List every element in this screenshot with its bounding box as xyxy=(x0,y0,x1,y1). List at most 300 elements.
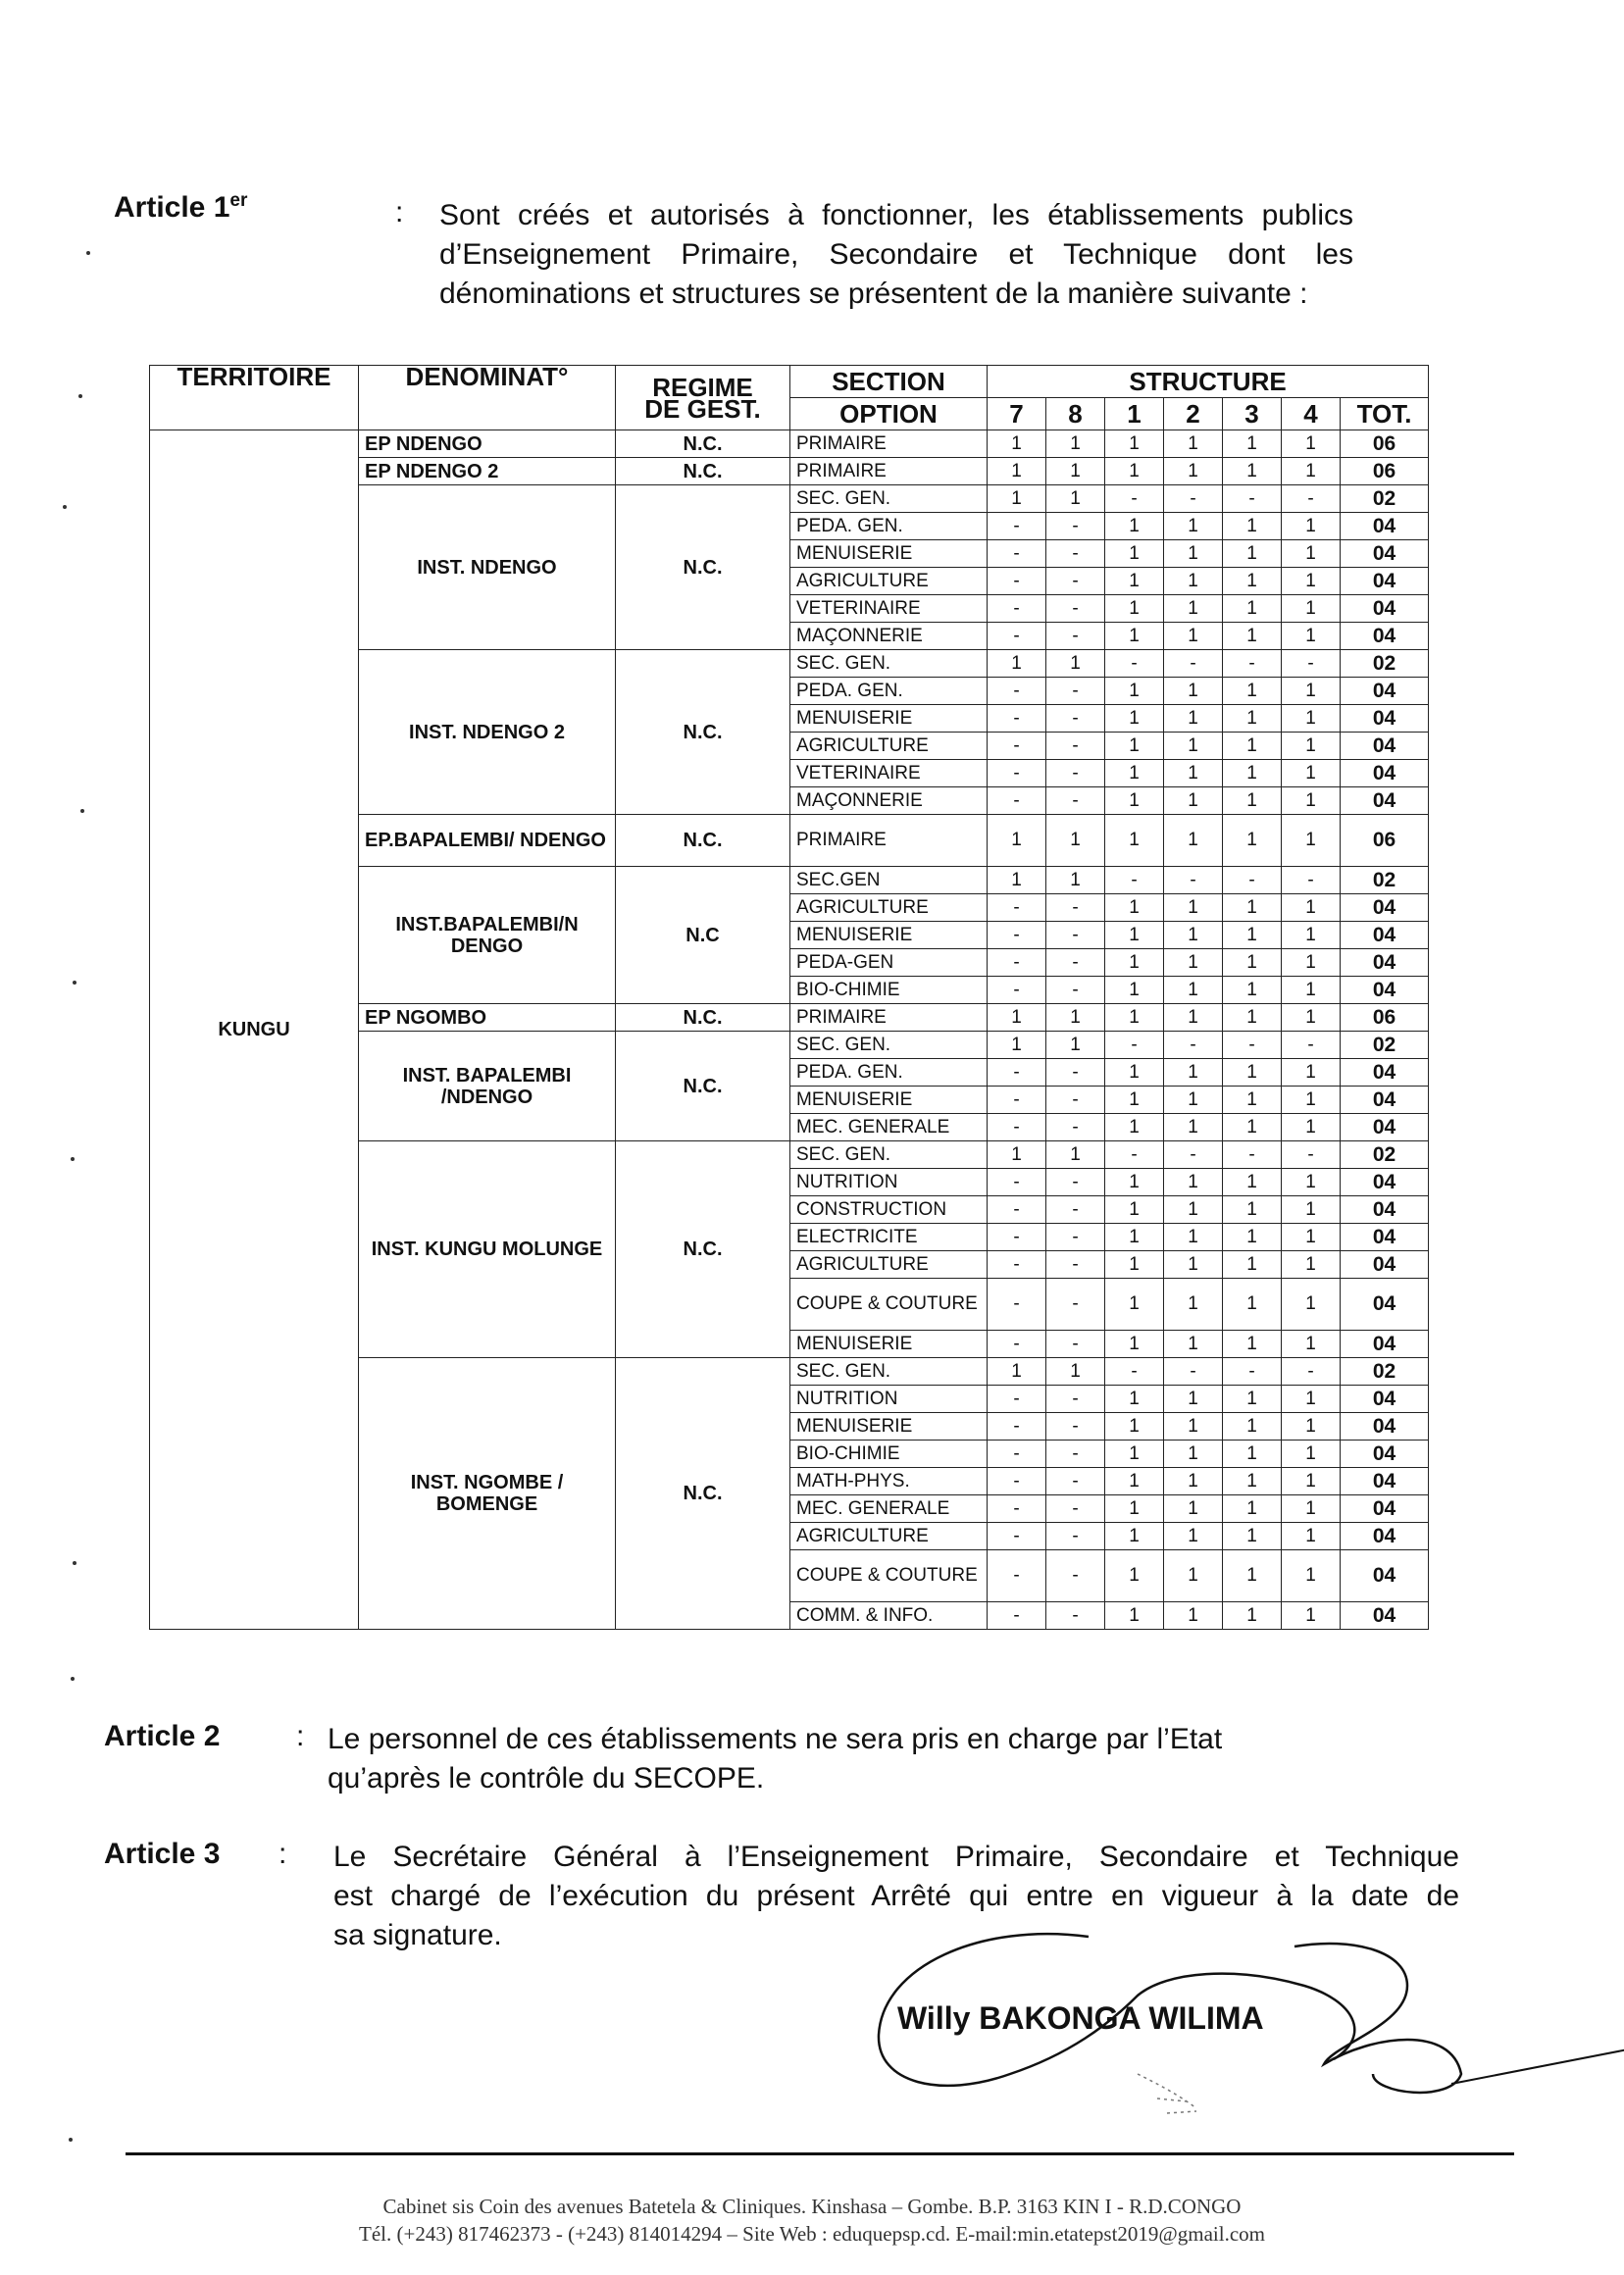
option-cell: CONSTRUCTION xyxy=(790,1196,988,1224)
total-cell: 04 xyxy=(1341,760,1429,787)
class-count-cell: - xyxy=(988,922,1046,949)
total-cell: 04 xyxy=(1341,894,1429,922)
class-count-cell: 1 xyxy=(1164,1441,1223,1468)
class-count-cell: 1 xyxy=(1282,1251,1341,1279)
class-count-cell: 1 xyxy=(1164,430,1223,458)
class-count-cell: 1 xyxy=(1105,894,1164,922)
class-count-cell: 1 xyxy=(1282,1279,1341,1331)
class-count-cell: - xyxy=(988,1087,1046,1114)
class-count-cell: 1 xyxy=(1223,568,1282,595)
class-count-cell: 1 xyxy=(988,458,1046,485)
class-count-cell: - xyxy=(1105,485,1164,513)
total-cell: 04 xyxy=(1341,540,1429,568)
class-count-cell: 1 xyxy=(1223,540,1282,568)
class-count-cell: 1 xyxy=(1164,1196,1223,1224)
class-count-cell: 1 xyxy=(1105,1602,1164,1630)
article-2-colon: : xyxy=(296,1720,305,1752)
class-count-cell: 1 xyxy=(1223,705,1282,733)
option-cell: ELECTRICITE xyxy=(790,1224,988,1251)
denomination-cell: INST. NDENGO xyxy=(359,485,616,650)
header-regime-line2: DE GEST. xyxy=(644,393,761,424)
class-count-cell: - xyxy=(1046,1602,1105,1630)
class-count-cell: 1 xyxy=(1282,787,1341,815)
regime-cell: N.C. xyxy=(616,485,790,650)
class-count-cell: - xyxy=(1046,922,1105,949)
header-class: 8 xyxy=(1046,398,1105,430)
option-cell: MENUISERIE xyxy=(790,1331,988,1358)
article-1-line: Sont créés et autorisés à fonctionner, les établissements publics xyxy=(439,199,1353,231)
option-cell: COMM. & INFO. xyxy=(790,1602,988,1630)
class-count-cell: 1 xyxy=(1223,1169,1282,1196)
class-count-cell: 1 xyxy=(1164,1602,1223,1630)
class-count-cell: 1 xyxy=(988,1141,1046,1169)
class-count-cell: 1 xyxy=(1282,1495,1341,1523)
class-count-cell: 1 xyxy=(1223,1602,1282,1630)
denomination-cell: EP NDENGO xyxy=(359,430,616,458)
total-cell: 06 xyxy=(1341,815,1429,867)
class-count-cell: 1 xyxy=(1164,787,1223,815)
option-cell: SEC. GEN. xyxy=(790,485,988,513)
denomination-cell: INST. KUNGU MOLUNGE xyxy=(359,1141,616,1358)
regime-cell: N.C. xyxy=(616,1358,790,1630)
option-cell: COUPE & COUTURE xyxy=(790,1279,988,1331)
class-count-cell: 1 xyxy=(1223,977,1282,1004)
class-count-cell: - xyxy=(1046,733,1105,760)
denomination-cell: EP NDENGO 2 xyxy=(359,458,616,485)
class-count-cell: - xyxy=(1046,568,1105,595)
class-count-cell: - xyxy=(988,1413,1046,1441)
class-count-cell: 1 xyxy=(1223,595,1282,623)
header-class: 7 xyxy=(988,398,1046,430)
class-count-cell: 1 xyxy=(988,430,1046,458)
class-count-cell: - xyxy=(1046,977,1105,1004)
class-count-cell: - xyxy=(988,1523,1046,1550)
class-count-cell: 1 xyxy=(1282,1196,1341,1224)
total-cell: 04 xyxy=(1341,1468,1429,1495)
total-cell: 02 xyxy=(1341,1032,1429,1059)
class-count-cell: 1 xyxy=(1282,1413,1341,1441)
option-cell: PEDA. GEN. xyxy=(790,678,988,705)
class-count-cell: 1 xyxy=(1105,949,1164,977)
class-count-cell: 1 xyxy=(1282,949,1341,977)
class-count-cell: 1 xyxy=(1105,1386,1164,1413)
class-count-cell: 1 xyxy=(1046,485,1105,513)
margin-speck xyxy=(73,1561,76,1565)
class-count-cell: 1 xyxy=(988,815,1046,867)
class-count-cell: 1 xyxy=(1105,1413,1164,1441)
header-territoire: TERRITOIRE xyxy=(150,366,359,430)
class-count-cell: - xyxy=(1046,949,1105,977)
option-cell: AGRICULTURE xyxy=(790,1523,988,1550)
class-count-cell: 1 xyxy=(1223,1468,1282,1495)
option-cell: MAÇONNERIE xyxy=(790,623,988,650)
margin-speck xyxy=(78,394,82,398)
class-count-cell: - xyxy=(1164,1032,1223,1059)
total-cell: 04 xyxy=(1341,1224,1429,1251)
class-count-cell: 1 xyxy=(1046,1141,1105,1169)
class-count-cell: - xyxy=(1046,787,1105,815)
total-cell: 04 xyxy=(1341,787,1429,815)
class-count-cell: 1 xyxy=(1223,1279,1282,1331)
class-count-cell: 1 xyxy=(1223,949,1282,977)
article-2-text xyxy=(328,1720,1357,1798)
class-count-cell: 1 xyxy=(1223,1087,1282,1114)
class-count-cell: - xyxy=(1046,1413,1105,1441)
class-count-cell: 1 xyxy=(1282,678,1341,705)
article-3-line: Le Secrétaire Général à l’Enseignement Primaire, Secondaire et Technique xyxy=(333,1841,1459,1873)
regime-cell: N.C. xyxy=(616,650,790,815)
class-count-cell: 1 xyxy=(1282,430,1341,458)
class-count-cell: - xyxy=(988,1114,1046,1141)
class-count-cell: - xyxy=(1223,485,1282,513)
class-count-cell: - xyxy=(988,540,1046,568)
header-regime-line1: REGIME xyxy=(652,372,753,402)
class-count-cell: 1 xyxy=(1105,513,1164,540)
header-class: 1 xyxy=(1105,398,1164,430)
option-cell: SEC. GEN. xyxy=(790,1032,988,1059)
class-count-cell: 1 xyxy=(1105,1114,1164,1141)
total-cell: 02 xyxy=(1341,485,1429,513)
class-count-cell: 1 xyxy=(1282,540,1341,568)
class-count-cell: 1 xyxy=(1282,977,1341,1004)
total-cell: 04 xyxy=(1341,1169,1429,1196)
option-cell: SEC. GEN. xyxy=(790,1141,988,1169)
option-cell: MATH-PHYS. xyxy=(790,1468,988,1495)
signatory-name: Willy BAKONGA WILIMA xyxy=(897,2000,1264,2036)
class-count-cell: - xyxy=(988,1196,1046,1224)
class-count-cell: 1 xyxy=(1223,1386,1282,1413)
footer-address: Cabinet sis Coin des avenues Batetela & Cliniques. Kinshasa – Gombe. B.P. 3163 KIN I - R.D.CONGO xyxy=(382,2195,1242,2218)
class-count-cell: 1 xyxy=(1105,1550,1164,1602)
class-count-cell: - xyxy=(1046,1279,1105,1331)
total-cell: 04 xyxy=(1341,568,1429,595)
class-count-cell: - xyxy=(1046,705,1105,733)
class-count-cell: 1 xyxy=(1282,1114,1341,1141)
class-count-cell: - xyxy=(988,1059,1046,1087)
class-count-cell: 1 xyxy=(1223,1550,1282,1602)
class-count-cell: 1 xyxy=(1282,815,1341,867)
option-cell: NUTRITION xyxy=(790,1169,988,1196)
class-count-cell: 1 xyxy=(1282,922,1341,949)
class-count-cell: 1 xyxy=(1164,623,1223,650)
class-count-cell: 1 xyxy=(988,1004,1046,1032)
class-count-cell: 1 xyxy=(1105,1196,1164,1224)
total-cell: 02 xyxy=(1341,867,1429,894)
class-count-cell: 1 xyxy=(1105,1087,1164,1114)
class-count-cell: - xyxy=(988,623,1046,650)
option-cell: PEDA. GEN. xyxy=(790,513,988,540)
class-count-cell: - xyxy=(1046,1550,1105,1602)
class-count-cell: 1 xyxy=(1105,1331,1164,1358)
header-class: 2 xyxy=(1164,398,1223,430)
class-count-cell: 1 xyxy=(1164,1087,1223,1114)
class-count-cell: - xyxy=(1046,760,1105,787)
class-count-cell: 1 xyxy=(1164,705,1223,733)
class-count-cell: 1 xyxy=(1282,568,1341,595)
class-count-cell: - xyxy=(1046,1224,1105,1251)
header-denomination: DENOMINAT° xyxy=(359,366,616,430)
class-count-cell: 1 xyxy=(1223,1059,1282,1087)
class-count-cell: 1 xyxy=(1105,568,1164,595)
class-count-cell: - xyxy=(1046,1523,1105,1550)
margin-speck xyxy=(86,251,90,255)
class-count-cell: 1 xyxy=(1105,733,1164,760)
class-count-cell: - xyxy=(988,568,1046,595)
class-count-cell: 1 xyxy=(1223,1224,1282,1251)
article-1-colon: : xyxy=(395,196,404,228)
denomination-cell: EP.BAPALEMBI/ NDENGO xyxy=(359,815,616,867)
class-count-cell: - xyxy=(1105,650,1164,678)
total-cell: 04 xyxy=(1341,1495,1429,1523)
class-count-cell: - xyxy=(988,705,1046,733)
article-1-line: dénominations et structures se présentent de la manière suivante : xyxy=(439,278,1308,310)
class-count-cell: 1 xyxy=(1105,1468,1164,1495)
option-cell: MAÇONNERIE xyxy=(790,787,988,815)
class-count-cell: - xyxy=(1046,623,1105,650)
class-count-cell: - xyxy=(988,1441,1046,1468)
class-count-cell: 1 xyxy=(1282,1087,1341,1114)
option-cell: PRIMAIRE xyxy=(790,458,988,485)
total-cell: 02 xyxy=(1341,650,1429,678)
class-count-cell: - xyxy=(988,1251,1046,1279)
header-option: OPTION xyxy=(790,398,988,430)
article-2-label: Article 2 xyxy=(104,1720,221,1752)
class-count-cell: - xyxy=(1046,1495,1105,1523)
footer-contacts: Tél. (+243) 817462373 - (+243) 814014294 – Site Web : eduquepsp.cd. E-mail:min.etatepst2019@gmail.com xyxy=(359,2222,1265,2246)
class-count-cell: 1 xyxy=(1164,513,1223,540)
denomination-cell: EP NGOMBO xyxy=(359,1004,616,1032)
class-count-cell: 1 xyxy=(1223,678,1282,705)
class-count-cell: 1 xyxy=(1164,760,1223,787)
margin-speck xyxy=(71,1677,75,1681)
class-count-cell: - xyxy=(1046,1386,1105,1413)
class-count-cell: 1 xyxy=(1105,1224,1164,1251)
option-cell: AGRICULTURE xyxy=(790,1251,988,1279)
class-count-cell: 1 xyxy=(1282,1550,1341,1602)
total-cell: 04 xyxy=(1341,1413,1429,1441)
class-count-cell: 1 xyxy=(1046,1004,1105,1032)
class-count-cell: 1 xyxy=(1105,1004,1164,1032)
class-count-cell: 1 xyxy=(1046,650,1105,678)
class-count-cell: 1 xyxy=(1164,1251,1223,1279)
class-count-cell: 1 xyxy=(1105,458,1164,485)
class-count-cell: - xyxy=(1164,1358,1223,1386)
class-count-cell: 1 xyxy=(1105,1279,1164,1331)
class-count-cell: - xyxy=(988,1169,1046,1196)
total-cell: 04 xyxy=(1341,1331,1429,1358)
header-total: TOT. xyxy=(1341,398,1429,430)
margin-speck xyxy=(63,505,67,509)
denomination-cell: INST. NGOMBE / BOMENGE xyxy=(359,1358,616,1630)
regime-cell: N.C. xyxy=(616,458,790,485)
class-count-cell: - xyxy=(988,733,1046,760)
class-count-cell: 1 xyxy=(1282,894,1341,922)
footer-rule xyxy=(126,2152,1514,2155)
class-count-cell: 1 xyxy=(1223,1523,1282,1550)
article-3-colon: : xyxy=(279,1838,287,1870)
class-count-cell: 1 xyxy=(1164,894,1223,922)
header-regime xyxy=(616,366,790,430)
class-count-cell: 1 xyxy=(1282,1468,1341,1495)
total-cell: 04 xyxy=(1341,949,1429,977)
class-count-cell: - xyxy=(1046,1114,1105,1141)
class-count-cell: 1 xyxy=(1046,1358,1105,1386)
class-count-cell: - xyxy=(988,678,1046,705)
class-count-cell: - xyxy=(1282,1141,1341,1169)
total-cell: 04 xyxy=(1341,977,1429,1004)
class-count-cell: - xyxy=(1046,595,1105,623)
class-count-cell: - xyxy=(1164,1141,1223,1169)
class-count-cell: 1 xyxy=(1282,760,1341,787)
class-count-cell: 1 xyxy=(1164,1468,1223,1495)
total-cell: 04 xyxy=(1341,1087,1429,1114)
class-count-cell: - xyxy=(988,1495,1046,1523)
class-count-cell: - xyxy=(1105,1141,1164,1169)
total-cell: 04 xyxy=(1341,733,1429,760)
option-cell: PRIMAIRE xyxy=(790,430,988,458)
article-2-line: qu’après le contrôle du SECOPE. xyxy=(328,1762,765,1795)
margin-speck xyxy=(80,809,84,813)
class-count-cell: - xyxy=(1046,513,1105,540)
denomination-cell: INST.BAPALEMBI/N DENGO xyxy=(359,867,616,1004)
option-cell: AGRICULTURE xyxy=(790,568,988,595)
class-count-cell: - xyxy=(1046,1059,1105,1087)
class-count-cell: 1 xyxy=(1105,760,1164,787)
class-count-cell: 1 xyxy=(1164,1279,1223,1331)
header-class: 3 xyxy=(1223,398,1282,430)
class-count-cell: - xyxy=(988,949,1046,977)
class-count-cell: 1 xyxy=(1164,1495,1223,1523)
class-count-cell: 1 xyxy=(1223,513,1282,540)
total-cell: 04 xyxy=(1341,623,1429,650)
header-section: SECTION xyxy=(790,366,988,398)
class-count-cell: 1 xyxy=(1223,1251,1282,1279)
class-count-cell: 1 xyxy=(1223,1196,1282,1224)
class-count-cell: 1 xyxy=(1282,1331,1341,1358)
total-cell: 02 xyxy=(1341,1358,1429,1386)
option-cell: MENUISERIE xyxy=(790,1413,988,1441)
class-count-cell: - xyxy=(1046,540,1105,568)
class-count-cell: - xyxy=(988,1386,1046,1413)
class-count-cell: 1 xyxy=(1282,1169,1341,1196)
class-count-cell: - xyxy=(1164,650,1223,678)
class-count-cell: 1 xyxy=(1164,1224,1223,1251)
class-count-cell: - xyxy=(1105,1032,1164,1059)
option-cell: BIO-CHIMIE xyxy=(790,977,988,1004)
class-count-cell: 1 xyxy=(1282,733,1341,760)
class-count-cell: 1 xyxy=(1105,1495,1164,1523)
class-count-cell: - xyxy=(988,894,1046,922)
option-cell: BIO-CHIMIE xyxy=(790,1441,988,1468)
class-count-cell: 1 xyxy=(1223,1331,1282,1358)
option-cell: MENUISERIE xyxy=(790,705,988,733)
denomination-cell: INST. BAPALEMBI /NDENGO xyxy=(359,1032,616,1141)
territory-cell: KUNGU xyxy=(150,430,359,1630)
article-2-line: Le personnel de ces établissements ne sera pris en charge par l’Etat xyxy=(328,1723,1223,1755)
class-count-cell: - xyxy=(1282,1032,1341,1059)
class-count-cell: - xyxy=(1046,678,1105,705)
option-cell: MEC. GENERALE xyxy=(790,1495,988,1523)
class-count-cell: 1 xyxy=(1282,705,1341,733)
class-count-cell: 1 xyxy=(1105,1059,1164,1087)
class-count-cell: 1 xyxy=(1223,1413,1282,1441)
class-count-cell: - xyxy=(988,1550,1046,1602)
option-cell: SEC. GEN. xyxy=(790,650,988,678)
class-count-cell: 1 xyxy=(1223,1004,1282,1032)
class-count-cell: 1 xyxy=(1282,1602,1341,1630)
regime-cell: N.C. xyxy=(616,1004,790,1032)
class-count-cell: 1 xyxy=(1105,623,1164,650)
class-count-cell: - xyxy=(988,977,1046,1004)
total-cell: 04 xyxy=(1341,1386,1429,1413)
class-count-cell: 1 xyxy=(1164,1004,1223,1032)
option-cell: MENUISERIE xyxy=(790,922,988,949)
article-3-label: Article 3 xyxy=(104,1838,221,1870)
regime-cell: N.C xyxy=(616,867,790,1004)
option-cell: PEDA-GEN xyxy=(790,949,988,977)
class-count-cell: 1 xyxy=(1164,568,1223,595)
class-count-cell: 1 xyxy=(1164,678,1223,705)
table-body xyxy=(150,430,1429,1630)
total-cell: 04 xyxy=(1341,1279,1429,1331)
class-count-cell: - xyxy=(988,595,1046,623)
class-count-cell: 1 xyxy=(1223,787,1282,815)
regime-cell: N.C. xyxy=(616,1141,790,1358)
class-count-cell: - xyxy=(1282,485,1341,513)
class-count-cell: 1 xyxy=(1223,922,1282,949)
class-count-cell: 1 xyxy=(1105,595,1164,623)
header-class: 4 xyxy=(1282,398,1341,430)
class-count-cell: 1 xyxy=(988,1358,1046,1386)
class-count-cell: 1 xyxy=(1105,1251,1164,1279)
class-count-cell: 1 xyxy=(1282,1004,1341,1032)
margin-speck xyxy=(71,1157,75,1161)
class-count-cell: - xyxy=(1223,1358,1282,1386)
article-1-label-text: Article 1 xyxy=(114,191,230,224)
class-count-cell: 1 xyxy=(1164,1331,1223,1358)
article-1-label-sup: er xyxy=(229,190,248,211)
class-count-cell: - xyxy=(1046,1169,1105,1196)
option-cell: PRIMAIRE xyxy=(790,1004,988,1032)
class-count-cell: 1 xyxy=(1223,430,1282,458)
option-cell: NUTRITION xyxy=(790,1386,988,1413)
header-structure: STRUCTURE xyxy=(988,366,1429,398)
class-count-cell: 1 xyxy=(1164,815,1223,867)
total-cell: 04 xyxy=(1341,1441,1429,1468)
option-cell: PEDA. GEN. xyxy=(790,1059,988,1087)
class-count-cell: - xyxy=(1282,1358,1341,1386)
class-count-cell: 1 xyxy=(1164,1550,1223,1602)
class-count-cell: 1 xyxy=(1164,1059,1223,1087)
total-cell: 04 xyxy=(1341,1059,1429,1087)
class-count-cell: - xyxy=(988,513,1046,540)
class-count-cell: 1 xyxy=(1223,1495,1282,1523)
class-count-cell: - xyxy=(1046,894,1105,922)
class-count-cell: 1 xyxy=(1105,787,1164,815)
option-cell: COUPE & COUTURE xyxy=(790,1550,988,1602)
class-count-cell: - xyxy=(1046,1087,1105,1114)
class-count-cell: - xyxy=(988,1331,1046,1358)
class-count-cell: 1 xyxy=(1223,815,1282,867)
class-count-cell: 1 xyxy=(1046,1032,1105,1059)
class-count-cell: 1 xyxy=(1223,894,1282,922)
class-count-cell: 1 xyxy=(1164,1523,1223,1550)
class-count-cell: 1 xyxy=(1164,1386,1223,1413)
regime-cell: N.C. xyxy=(616,815,790,867)
class-count-cell: 1 xyxy=(1105,922,1164,949)
class-count-cell: - xyxy=(1223,1032,1282,1059)
total-cell: 04 xyxy=(1341,595,1429,623)
